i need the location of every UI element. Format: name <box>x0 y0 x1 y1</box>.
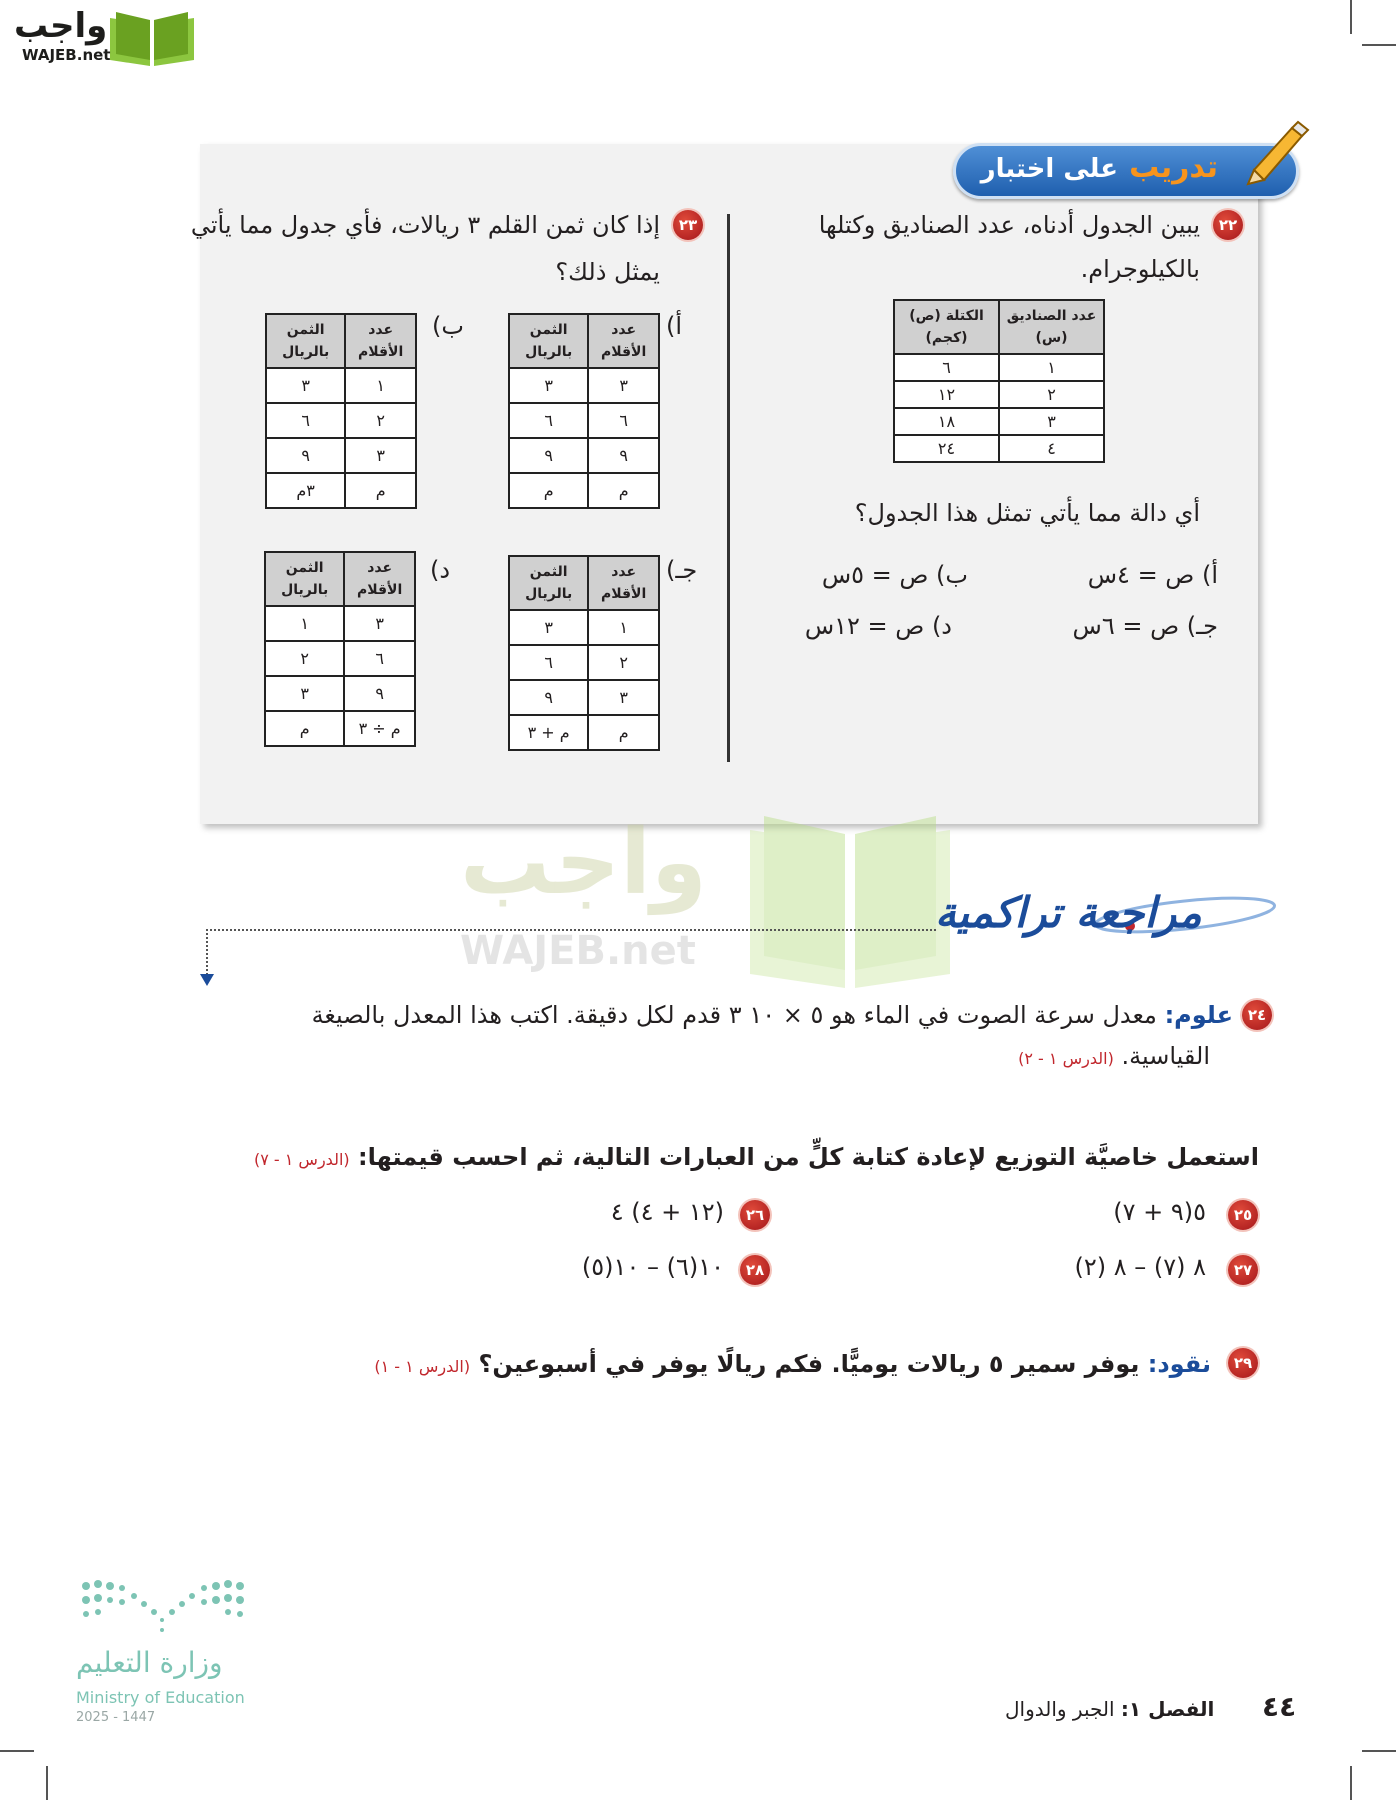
option-text: ص = ٥س <box>821 561 929 589</box>
table-row <box>265 676 415 711</box>
table-cell: م ÷ ٣ <box>344 711 415 746</box>
wajeb-logo[interactable] <box>10 6 190 66</box>
dotted-rule <box>206 929 208 979</box>
table-row <box>509 473 659 508</box>
table-cell: ٣ <box>509 610 588 645</box>
logo-arabic: واجب <box>14 6 108 46</box>
logo-english: WAJEB.net <box>22 46 111 64</box>
q24-text: معدل سرعة الصوت في الماء هو ٥ × ١٠ ٣ قدم لكل دقيقة. اكتب هذا المعدل بالصيغة <box>311 1001 1157 1029</box>
table-row <box>894 408 1104 435</box>
option-label: أ) <box>1201 561 1218 589</box>
arrow-down-icon <box>200 974 214 986</box>
option-text: ص = ٦س <box>1072 612 1180 640</box>
q23-option-a-label[interactable]: أ) <box>666 312 683 340</box>
table-row <box>894 435 1104 462</box>
table-row <box>509 368 659 403</box>
table-row <box>509 610 659 645</box>
question-number: ٢٤ <box>1242 1000 1272 1030</box>
watermark-english: WAJEB.net <box>460 928 696 974</box>
ministry-year: 2025 - 1447 <box>76 1710 156 1725</box>
table-cell: ١ <box>999 354 1104 381</box>
dotted-emblem-icon <box>78 1576 248 1636</box>
table-cell: ٩ <box>266 438 345 473</box>
table-row <box>266 438 416 473</box>
q23-option-d-label[interactable]: د) <box>430 556 451 584</box>
table-cell: ٩ <box>588 438 659 473</box>
q23-option-b-label[interactable]: ب) <box>432 312 464 340</box>
footer-chapter <box>1005 1697 1214 1721</box>
question-number: ٢٥ <box>1228 1200 1258 1230</box>
chapter-label: الفصل ١: <box>1120 1697 1215 1721</box>
option-text: ص = ٤س <box>1087 561 1195 589</box>
q22-option-a[interactable] <box>1088 561 1218 589</box>
table-cell: ٣ <box>999 408 1104 435</box>
table-cell: ١ <box>588 610 659 645</box>
crop-mark <box>0 1750 34 1752</box>
q29-line <box>374 1342 1211 1389</box>
table-cell: م + ٣ <box>509 715 588 750</box>
exercise-expression: ٨ (٧) – ٨ (٢) <box>1074 1253 1206 1281</box>
option-label: جـ) <box>1186 612 1218 640</box>
q22-text-line1: يبين الجدول أدناه، عدد الصناديق وكتلها <box>818 211 1200 239</box>
question-number: ٢٦ <box>740 1200 770 1230</box>
col-header-price: الثمن بالريال <box>266 314 345 368</box>
col-header-price: الثمن بالريال <box>509 556 588 610</box>
crop-mark <box>1362 1750 1396 1752</box>
column-divider <box>727 214 730 762</box>
table-cell: ١٢ <box>894 381 999 408</box>
q22-question: أي دالة مما يأتي تمثل هذا الجدول؟ <box>854 499 1200 527</box>
table-row <box>894 381 1104 408</box>
table-cell: ٣ <box>345 438 416 473</box>
crop-mark <box>1350 0 1352 34</box>
table-cell: ٣ <box>266 368 345 403</box>
exercise-expression: ١٠(٦) – ١٠(٥) <box>581 1253 724 1281</box>
table-row <box>509 403 659 438</box>
q23-table-a[interactable] <box>508 313 660 509</box>
q24-text-line2: القياسية. <box>1121 1042 1210 1070</box>
question-number: ٢٧ <box>1228 1255 1258 1285</box>
book-icon <box>740 810 960 990</box>
q23-text-line1: إذا كان ثمن القلم ٣ ريالات، فأي جدول مما يأتي <box>190 211 660 239</box>
table-cell: ٢ <box>345 403 416 438</box>
table-row <box>266 403 416 438</box>
lesson-ref: (الدرس ١ - ٧) <box>253 1150 350 1169</box>
ministry-arabic: وزارة التعليم <box>76 1646 223 1679</box>
exercise-expression: ٥(٩ + ٧) <box>1113 1198 1206 1226</box>
table-row <box>509 645 659 680</box>
table-row <box>265 641 415 676</box>
table-cell: ٣ <box>344 606 415 641</box>
option-label: ب) <box>936 561 968 589</box>
q22-table <box>893 299 1105 463</box>
lesson-ref: (الدرس ١ - ١) <box>374 1357 471 1376</box>
q23-table-c[interactable] <box>508 555 660 751</box>
q24-line2 <box>1018 1034 1210 1081</box>
table-row <box>509 680 659 715</box>
table-row <box>266 473 416 508</box>
table-cell: ١٨ <box>894 408 999 435</box>
table-cell: ٤ <box>999 435 1104 462</box>
col-header-pens: عدد الأقلام <box>588 556 659 610</box>
q29-text: يوفر سمير ٥ ريالات يوميًّا. فكم ريالًا يوفر في أسبوعين؟ <box>478 1350 1140 1378</box>
table-cell: ٣ <box>265 676 344 711</box>
q23-option-c-label[interactable]: جـ) <box>666 556 698 584</box>
review-title: مراجعة تراكمية <box>935 888 1202 937</box>
q24-line1 <box>312 993 1233 1037</box>
table-row <box>894 354 1104 381</box>
table-cell: ٣م <box>266 473 345 508</box>
q23-table-b[interactable] <box>265 313 417 509</box>
q22-option-b[interactable] <box>822 561 968 589</box>
col-header-pens: عدد الأقلام <box>344 552 415 606</box>
table-cell: ٩ <box>509 438 588 473</box>
q22-text-line2: بالكيلوجرام. <box>1080 255 1200 283</box>
chapter-title: الجبر والدوال <box>1005 1697 1115 1721</box>
col-header-price: الثمن بالريال <box>509 314 588 368</box>
table-cell: ٣ <box>588 368 659 403</box>
col-header-pens: عدد الأقلام <box>345 314 416 368</box>
q22-option-c[interactable] <box>1073 612 1218 640</box>
q22-header-boxes: عدد الصناديق (س) <box>999 300 1104 354</box>
table-row <box>509 715 659 750</box>
page-number: ٤٤ <box>1262 1690 1297 1723</box>
distributive-instruction <box>254 1135 1259 1182</box>
crop-mark <box>46 1766 48 1800</box>
option-text: ص = ١٢س <box>804 612 925 640</box>
wajeb-watermark <box>440 810 960 990</box>
table-cell: م <box>588 473 659 508</box>
table-cell: ٢٤ <box>894 435 999 462</box>
table-cell: م <box>509 473 588 508</box>
option-label: د) <box>931 612 952 640</box>
col-header-pens: عدد الأقلام <box>588 314 659 368</box>
q22-header-mass: الكتلة (ص) (كجم) <box>894 300 999 354</box>
table-cell: ١ <box>345 368 416 403</box>
crop-mark <box>1350 1766 1352 1800</box>
table-cell: ٦ <box>894 354 999 381</box>
table-row <box>509 438 659 473</box>
table-cell: ٦ <box>588 403 659 438</box>
table-cell: م <box>345 473 416 508</box>
col-header-price: الثمن بالريال <box>265 552 344 606</box>
instruction-text: استعمل خاصيَّة التوزيع لإعادة كتابة كلٍّ من العبارات التالية، ثم احسب قيمتها: <box>358 1143 1259 1171</box>
question-number: ٢٩ <box>1228 1348 1258 1378</box>
table-row <box>266 368 416 403</box>
table-cell: ٦ <box>266 403 345 438</box>
table-cell: م <box>588 715 659 750</box>
crop-mark <box>1362 44 1396 46</box>
exercise-expression: (١٢ + ٤) ٤ <box>610 1198 724 1226</box>
table-cell: ٢ <box>265 641 344 676</box>
banner-word-practice: تدريب <box>1129 150 1218 185</box>
table-row <box>265 606 415 641</box>
question-number: ٢٣ <box>673 210 703 240</box>
table-cell: ٢ <box>588 645 659 680</box>
q29-subject: نقود: <box>1147 1350 1211 1378</box>
table-cell: ٦ <box>509 645 588 680</box>
ministry-english: Ministry of Education <box>76 1688 245 1707</box>
q22-option-d[interactable] <box>805 612 952 640</box>
table-cell: ١ <box>265 606 344 641</box>
ministry-logo <box>76 1576 256 1726</box>
table-cell: ٣ <box>509 368 588 403</box>
lesson-ref: (الدرس ١ - ٢) <box>1018 1049 1114 1068</box>
book-icon <box>106 10 198 68</box>
pencil-icon <box>1240 118 1310 188</box>
watermark-arabic: واجب <box>460 810 707 915</box>
q24-subject: علوم: <box>1164 1001 1233 1029</box>
table-cell: ٩ <box>344 676 415 711</box>
question-number: ٢٢ <box>1213 210 1243 240</box>
table-cell: ٦ <box>344 641 415 676</box>
q23-table-d[interactable] <box>264 551 416 747</box>
table-cell: ٩ <box>509 680 588 715</box>
question-number: ٢٨ <box>740 1255 770 1285</box>
banner-word-test: على اختبار <box>980 154 1118 184</box>
table-row <box>265 711 415 746</box>
q23-text-line2: يمثل ذلك؟ <box>555 258 660 286</box>
dotted-rule <box>206 929 936 931</box>
table-cell: ٣ <box>588 680 659 715</box>
table-cell: م <box>265 711 344 746</box>
table-cell: ٦ <box>509 403 588 438</box>
table-cell: ٢ <box>999 381 1104 408</box>
